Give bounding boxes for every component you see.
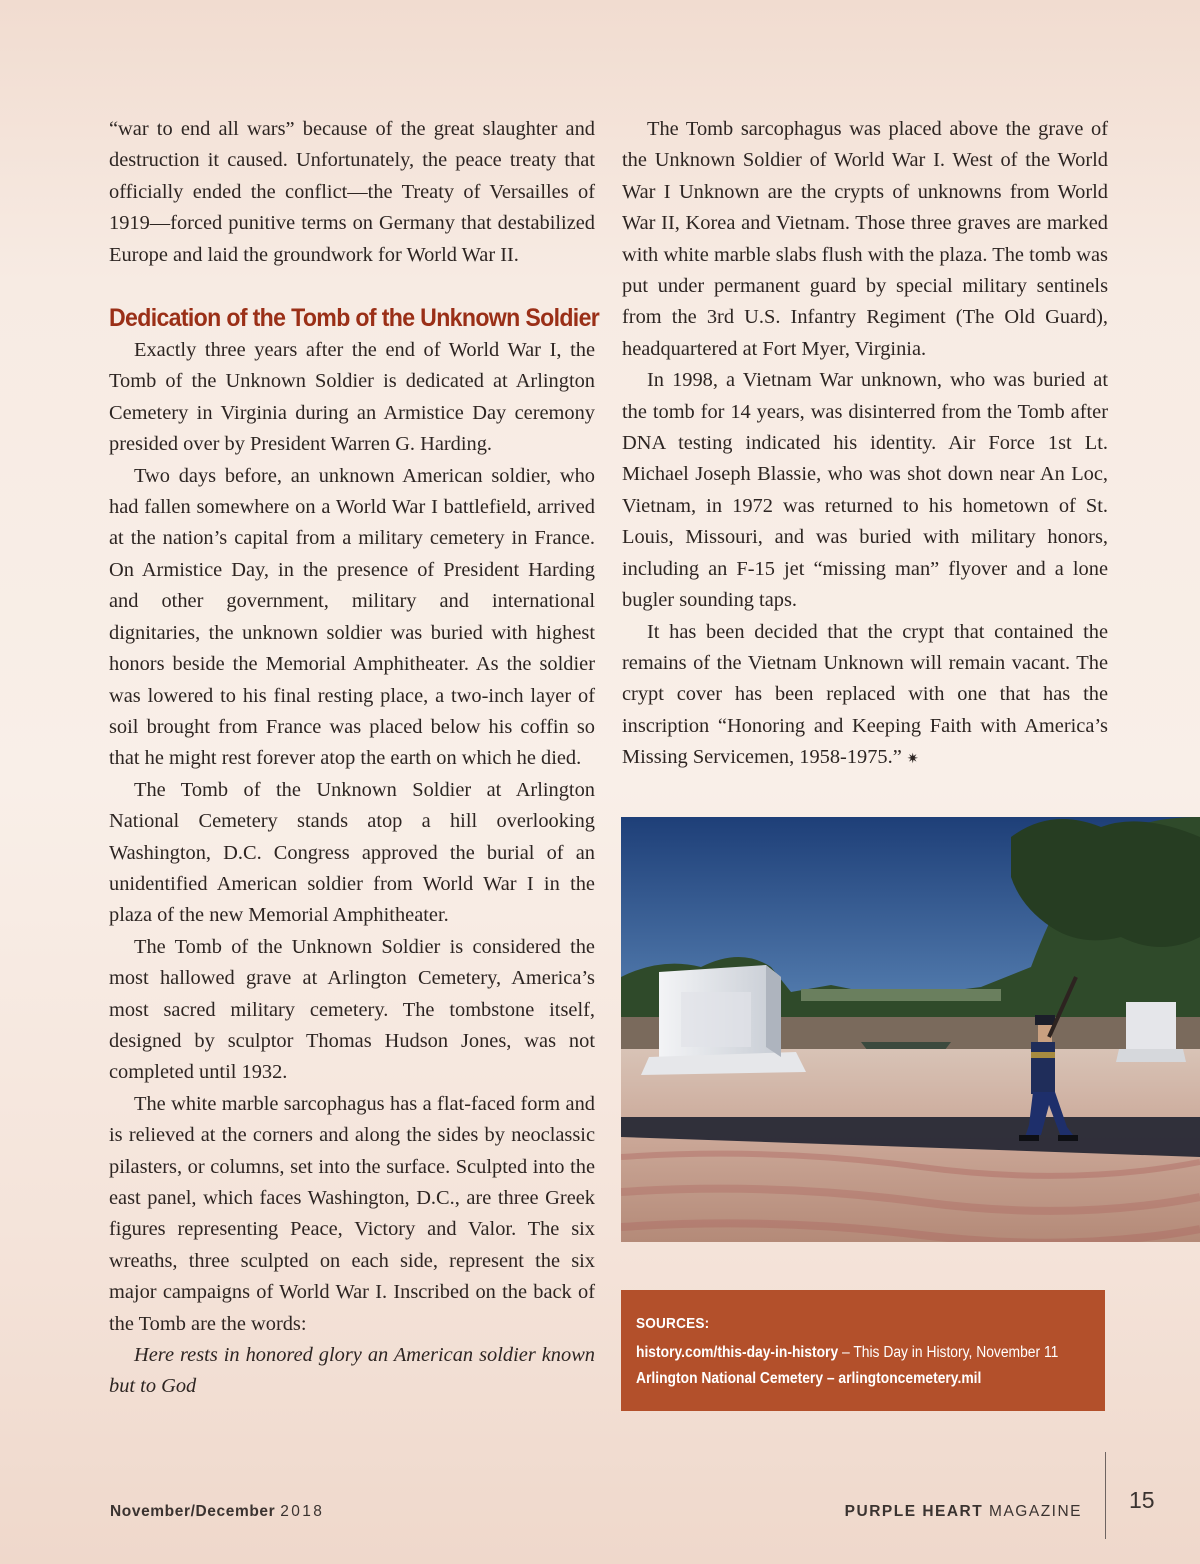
inscription-quote: Here rests in honored glory an American soldier known but to God [109,1344,595,1398]
source-description: – This Day in History, November 11 [838,1344,1059,1361]
issue-year: 2018 [280,1503,325,1520]
body-paragraph: “war to end all wars” because of the great slaughter and destruction it caused. Unfortunately, the peace treaty that officially ended the conflict—the Treaty of Versailles of 1919—forced punitive terms on Germany that destabilized Europe and laid the groundwork for World War II. [109,118,595,266]
source-link[interactable]: history.com/this-day-in-history [636,1344,839,1361]
source-line [636,1366,1058,1392]
magazine-name-bold: PURPLE HEART [844,1503,984,1520]
body-paragraph: Two days before, an unknown American soldier, who had fallen somewhere on a World War I battlefield, arrived at the nation’s capital from a military cemetery in France. On Armistice Day, in the presence of President Harding and other government, military and international dignitaries, the unknown soldier was buried with highest honors beside the Memorial Amphitheater. As the soldier was lowered to his final resting place, a two-inch layer of soil brought from France was placed below his coffin so that he might rest forever atop the earth on which he died. [109,464,595,770]
sources-box [621,1290,1105,1411]
issue-month: November/December [110,1503,276,1520]
body-paragraph [622,617,1108,776]
section-heading: Dedication of the Tomb of the Unknown Soldier [109,305,600,333]
right-column [622,114,1108,776]
body-paragraph: In 1998, a Vietnam War unknown, who was buried at the tomb for 14 years, was disinterred from the Tomb after DNA testing indicated his identity. Air Force 1st Lt. Michael Joseph Blassie, who was shot down near An Loc, Vietnam, in 1972 was returned to his hometown of St. Louis, Missouri, and was buried with military honors, including an F-15 jet “missing man” flyover and a lone bugler sounding taps. [622,369,1108,612]
footer-divider [1105,1452,1106,1539]
end-mark-icon: ✷ [906,752,919,768]
body-paragraph: The Tomb of the Unknown Soldier at Arlington National Cemetery stands atop a hill overlooking Washington, D.C. Congress approved the burial of an unidentified American soldier from World War I in the plaza of the new Memorial Amphitheater. [109,778,595,927]
tomb-guard-photo [621,817,1200,1242]
body-paragraph: The Tomb of the Unknown Soldier is considered the most hallowed grave at Arlington Cemetery, America’s most sacred military cemetery. The tombstone itself, designed by sculptor Thomas Hudson Jones, was not completed until 1932. [109,935,595,1084]
source-line [636,1340,1058,1366]
source-link[interactable]: Arlington National Cemetery – arlingtoncemetery.mil [636,1370,982,1387]
magazine-name-rest: MAGAZINE [989,1503,1082,1520]
left-column [109,114,600,1403]
body-paragraph: The white marble sarcophagus has a flat-faced form and is relieved at the corners and along the sides by neoclassic pilasters, or columns, set into the surface. Sculpted into the east panel, which faces Washington, D.C., are three Greek figures representing Peace, Victory and Valor. The six wreaths, three sculpted on each side, represent the six major campaigns of World War I. Inscribed on the back of the Tomb are the words: [109,1092,595,1335]
body-paragraph: The Tomb sarcophagus was placed above the grave of the Unknown Soldier of World War I. West of the World War I Unknown are the crypts of unknowns from World War II, Korea and Vietnam. Those three graves are marked with white marble slabs flush with the plaza. The tomb was put under permanent guard by special military sentinels from the 3rd U.S. Infantry Regiment (The Old Guard), headquartered at Fort Myer, Virginia. [622,118,1108,360]
sources-header: SOURCES: [636,1316,710,1332]
page-number: 15 [1129,1487,1155,1513]
footer-issue-date [110,1503,324,1521]
body-text: It has been decided that the crypt that contained the remains of the Vietnam Unknown will remain vacant. The crypt cover has been replaced with one that has the inscription “Honoring and Keeping Faith with America’s Missing Servicemen, 1958-1975.” [622,620,1108,769]
body-paragraph: Exactly three years after the end of World War I, the Tomb of the Unknown Soldier is dedicated at Arlington Cemetery in Virginia during an Armistice Day ceremony presided over by President Warren G. Harding. [109,339,595,456]
footer-magazine-name [845,1503,1082,1521]
